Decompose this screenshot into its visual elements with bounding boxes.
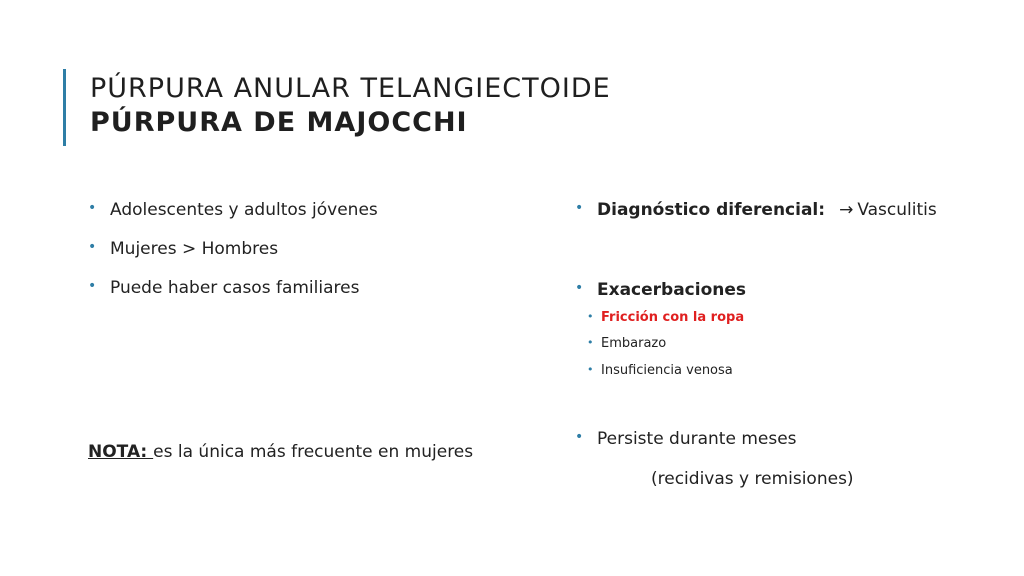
diagnostico-value: Vasculitis	[857, 200, 937, 220]
list-item-text: Adolescentes y adultos jóvenes	[110, 200, 378, 220]
arrow-right-icon: →	[839, 200, 854, 220]
slide-title	[90, 72, 611, 140]
sub-list-item	[587, 363, 733, 378]
bullet-icon: •	[575, 429, 584, 445]
sub-list-item-text: Insuficiencia venosa	[601, 363, 733, 378]
bullet-icon: •	[88, 278, 97, 294]
list-item	[88, 278, 359, 298]
sub-list-item	[587, 310, 744, 325]
bullet-icon: •	[575, 280, 584, 296]
bullet-icon: •	[88, 200, 97, 216]
title-line-1: PÚRPURA ANULAR TELANGIECTOIDE	[90, 73, 611, 104]
title-line-2: PÚRPURA DE MAJOCCHI	[90, 107, 468, 138]
list-item-diagnostico	[575, 200, 937, 220]
persiste-detail: (recidivas y remisiones)	[651, 469, 854, 489]
sub-list-item	[587, 336, 666, 351]
sub-list-item-text: Fricción con la ropa	[601, 310, 745, 325]
bullet-icon: •	[575, 200, 584, 216]
list-item	[88, 239, 278, 259]
sub-list-item-text: Embarazo	[601, 336, 667, 351]
bullet-icon: •	[587, 336, 594, 349]
list-item-persiste	[575, 429, 797, 449]
list-item	[88, 200, 378, 220]
diagnostico-label: Diagnóstico diferencial:	[597, 200, 826, 220]
note	[88, 442, 473, 462]
list-item-text: Mujeres > Hombres	[110, 239, 279, 259]
title-accent-bar	[63, 69, 66, 146]
list-item-exacerbaciones	[575, 280, 746, 300]
persiste-label: Persiste durante meses	[597, 429, 797, 449]
note-text: es la única más frecuente en mujeres	[153, 442, 474, 462]
bullet-icon: •	[587, 310, 594, 323]
bullet-icon: •	[587, 363, 594, 376]
bullet-icon: •	[88, 239, 97, 255]
note-label: NOTA:	[88, 442, 154, 462]
exacerbaciones-label: Exacerbaciones	[597, 280, 747, 300]
list-item-text: Puede haber casos familiares	[110, 278, 360, 298]
